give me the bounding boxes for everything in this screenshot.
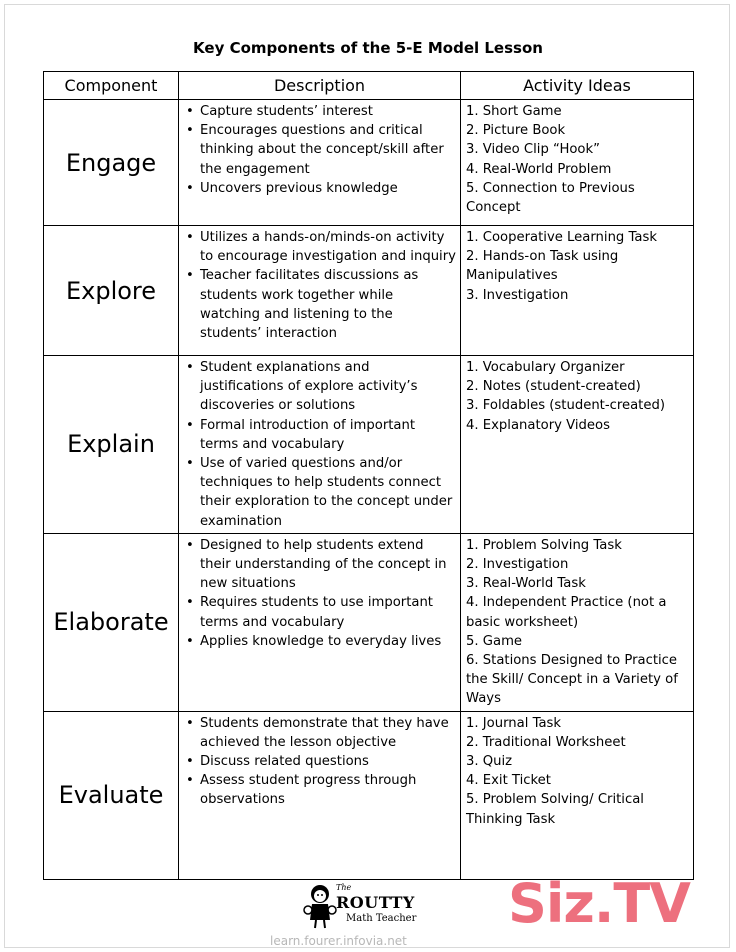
description-item: • Student explanations and justifications of explore activity’s discoveries or solutions (184, 358, 456, 416)
description-cell (179, 711, 461, 879)
activities-cell (461, 711, 694, 879)
activity-item: 2. Notes (student-created) (466, 379, 641, 395)
page-title: Key Components of the 5-E Model Lesson (193, 39, 543, 57)
description-item: • Students demonstrate that they have achieved the lesson objective (184, 714, 456, 752)
logo-the: The (336, 883, 352, 892)
activity-item: 4. Exit Ticket (466, 773, 551, 789)
table-header-row (44, 72, 694, 100)
activity-item: 2. Investigation (466, 557, 569, 573)
component-cell: Engage (44, 100, 179, 226)
activity-item: 1. Vocabulary Organizer (466, 360, 625, 375)
activity-item: 3. Quiz (466, 754, 513, 770)
activities-cell (461, 100, 694, 226)
description-item: • Use of varied questions and/or techniques to help students connect their exploration to the concept under examination (184, 454, 456, 531)
table-row (44, 356, 694, 534)
activity-item: 3. Real-World Task (466, 576, 586, 592)
activity-item: 5. Connection to Previous Concept (466, 180, 635, 216)
activity-item: 2. Traditional Worksheet (466, 734, 626, 750)
activity-item: 4. Independent Practice (not a basic worksheet) (466, 595, 667, 630)
table-row (44, 226, 694, 356)
activity-item: 2. Hands-on Task using Manipulatives (466, 249, 619, 284)
activity-item: 3. Foldables (student-created) (466, 398, 665, 414)
activity-item: 1. Problem Solving Task (466, 537, 622, 553)
activity-item: 5. Game (466, 633, 523, 649)
activity-item: 6. Stations Designed to Practice the Skill/ Concept in a Variety of Ways (466, 653, 678, 707)
header-description: Description (179, 72, 461, 100)
description-item: • Teacher facilitates discussions as students work together while watching and listening to the students’ interaction (184, 266, 456, 343)
description-item: • Designed to help students extend their understanding of the concept in new situations (184, 536, 456, 594)
activities-cell (461, 356, 694, 534)
description-cell (179, 356, 461, 534)
logo-subtitle: Math Teacher (346, 913, 417, 924)
table-row (44, 533, 694, 711)
watermark-url: learn.fourer.infovia.net (270, 934, 407, 948)
description-item: • Formal introduction of important terms and vocabulary (184, 416, 456, 454)
component-cell: Evaluate (44, 711, 179, 879)
header-component: Component (44, 72, 179, 100)
activity-item: 4. Explanatory Videos (466, 417, 610, 433)
component-cell: Explain (44, 356, 179, 534)
component-cell: Elaborate (44, 533, 179, 711)
description-item: • Requires students to use important terms and vocabulary (184, 593, 456, 631)
activities-cell (461, 226, 694, 356)
description-item: • Utilizes a hands-on/minds-on activity to encourage investigation and inquiry (184, 228, 456, 266)
activity-item: 4. Real-World Problem (466, 161, 612, 177)
header-activity-ideas: Activity Ideas (461, 72, 694, 100)
description-cell (179, 226, 461, 356)
description-item: • Capture students’ interest (184, 102, 456, 121)
activity-item: 5. Problem Solving/ Critical Thinking Task (466, 792, 644, 827)
watermark: Siz.TV (508, 872, 690, 935)
description-item: • Assess student progress through observations (184, 771, 456, 809)
description-item: • Encourages questions and critical thinking about the concept/skill after the engagement (184, 121, 456, 179)
activity-item: 1. Short Game (466, 104, 562, 119)
description-item: • Discuss related questions (184, 752, 456, 771)
activity-item: 3. Video Clip “Hook” (466, 142, 600, 158)
description-item: • Uncovers previous knowledge (184, 179, 456, 198)
activity-item: 1. Cooperative Learning Task (466, 230, 657, 245)
table-row (44, 100, 694, 226)
activity-item: 3. Investigation (466, 287, 569, 303)
table-row (44, 711, 694, 879)
description-cell (179, 533, 461, 711)
components-table (43, 71, 694, 880)
activity-item: 1. Journal Task (466, 715, 562, 731)
description-cell (179, 100, 461, 226)
component-cell: Explore (44, 226, 179, 356)
activities-cell (461, 533, 694, 711)
activity-item: 2. Picture Book (466, 123, 566, 139)
description-item: • Applies knowledge to everyday lives (184, 632, 456, 651)
logo-name: ROUTTY (336, 893, 415, 912)
